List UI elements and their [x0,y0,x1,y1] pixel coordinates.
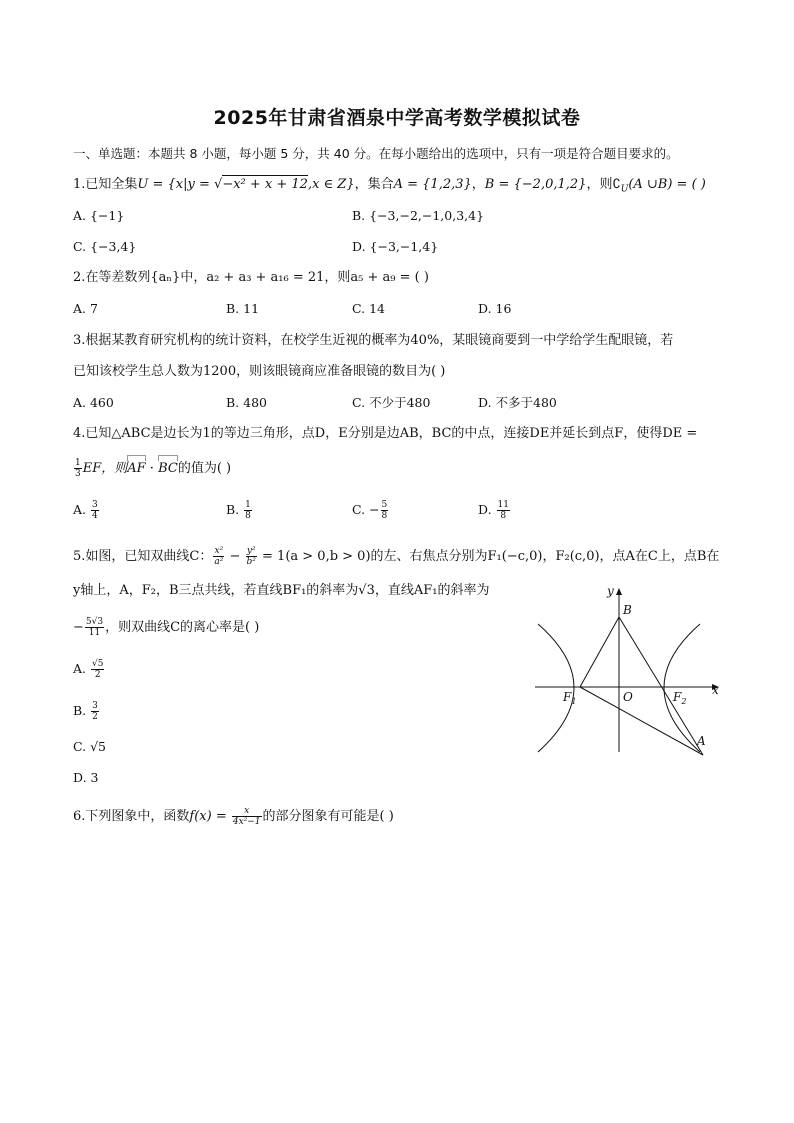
question-4-line-1: 4.已知△ABC是边长为1的等边三角形，点D，E分别是边AB，BC的中点，连接DE并延长到点F，使得DE = [73,426,698,441]
question-6: 6.下列图象中，函数f(x) = $\frac{x}{\text{4x²−1}}$ 的部分图象有可能是( ) [73,806,394,827]
q4-option-a: A. $\frac{3}{4}$ [73,500,98,521]
q2-option-b: B. 11 [226,301,260,316]
section-heading: 一、单选题：本题共 8 小题，每小题 5 分，共 40 分。在每小题给出的选项中，只有一项是符合题目要求的。 [73,146,679,161]
q1-sqrt-body: −x² + x + 12 [222,177,308,192]
q6-fraction: $\frac{x}{\text{4x²−1}}$ [232,806,261,827]
question-1 [73,176,706,199]
q1-sub-u: U [620,184,629,195]
q5-slope-fraction: $\frac{5√3}{11}$ [85,617,104,638]
q1-set-u: U = {x|y = [137,177,215,192]
q1-text-collection: ，集合 [354,177,394,192]
q1-prefix: 1.已知全集 [73,177,138,192]
q1-set-b: B = {−2,0,1,2} [484,177,587,192]
hyperbola-right-branch [664,624,700,752]
q5-frac-x: $\frac{\text{x²}}{\text{a²}}$ [214,546,224,567]
q1-option-a: A. {−1} [73,208,125,223]
hyperbola-left-branch [538,624,577,752]
q4-option-d: D. $\frac{11}{8}$ [478,500,509,521]
question-3-line-1: 3.根据某教育研究机构的统计资料，在校学生近视的概率为40%，某眼镜商要到一中学给学生配眼镜，若 [73,333,674,348]
q4-vector-af: AF [127,461,146,476]
question-2: 2.在等差数列{aₙ}中，a₂ + a₃ + a₁₆ = 21，则a₅ + a₉ = ( ) [73,270,429,285]
q4-fraction: $\frac{1}{3}$ [75,458,81,479]
q3-option-d: D. 不多于480 [478,395,557,410]
line-ba [619,617,703,755]
question-3-line-2: 已知该校学生总人数为1200，则该眼镜商应准备眼镜的数目为( ) [73,364,446,379]
q1-comma: ， [471,177,485,192]
label-f1: $F_1$ [563,690,577,706]
q5-option-d: D. 3 [73,770,99,785]
q2-option-c: C. 14 [352,301,385,316]
label-o: O [623,690,633,704]
question-5-line-3: − $\frac{5√3}{11}$ ，则双曲线C的离心率是( ) [73,617,260,638]
question-4-line-2 [73,458,231,479]
q1-set-a: A = {1,2,3} [393,177,472,192]
label-a: A [697,734,706,748]
q3-option-b: B. 480 [226,395,267,410]
q5-option-b: B. $\frac{3}{2}$ [73,701,98,722]
q4-vector-bc: BC [158,461,178,476]
label-y: y [607,584,614,598]
q4-option-c: C. − $\frac{5}{8}$ [352,500,388,521]
q4-text-end: 的值为( ) [177,461,232,476]
q5-prefix: 5.如图，已知双曲线C： [73,549,213,564]
q5-frac-y: $\frac{\text{y²}}{\text{b²}}$ [246,546,256,567]
q4-dot: · [145,461,159,476]
q1-set-u-end: ,x ∈ Z} [307,177,355,192]
q1-complement: ，则∁ [586,177,621,192]
q3-option-c: C. 不少于480 [352,395,431,410]
q5-text: = 1(a > 0,b > 0)的左、右焦点分别为F₁(−c,0)，F₂(c,0)，点A在C上，点B在 [257,549,720,564]
q4-text-ef: EF，则 [82,461,128,476]
hyperbola-figure [530,580,730,760]
q2-option-d: D. 16 [478,301,512,316]
q1-sqrt-sign: √ [214,177,223,192]
q1-option-c: C. {−3,4} [73,239,137,254]
question-5-line-1: 5.如图，已知双曲线C： $\frac{\text{x²}}{\text{a²}}$ − $\frac{\text{y²}}{\text{b²}}$ = 1(a > 0,b > 0)的左、右焦点分别为F₁(−c,0)，F₂(c,0)，点A在C上，点B在 [73,546,720,567]
q3-option-a: A. 460 [73,395,114,410]
label-b: B [623,603,632,617]
q2-option-a: A. 7 [73,301,98,316]
q1-option-b: B. {−3,−2,−1,0,3,4} [352,208,485,223]
line-bf1 [580,617,619,687]
q5-option-c: C. √5 [73,739,106,754]
page-title: 2025年甘肃省酒泉中学高考数学模拟试卷 [213,107,581,129]
q1-option-d: D. {−3,−1,4} [352,239,439,254]
q5-option-a: A. $\frac{√5}{2}$ [73,659,104,680]
label-f2: $F_2$ [673,690,687,706]
y-axis-arrow [616,588,622,595]
q1-expression: (A ∪B) = ( ) [628,177,706,192]
q4-option-b: B. $\frac{1}{8}$ [226,500,251,521]
label-x: x [712,683,719,697]
question-5-line-2: y轴上，A，F₂，B三点共线，若直线BF₁的斜率为√3，直线AF₁的斜率为 [73,583,490,598]
